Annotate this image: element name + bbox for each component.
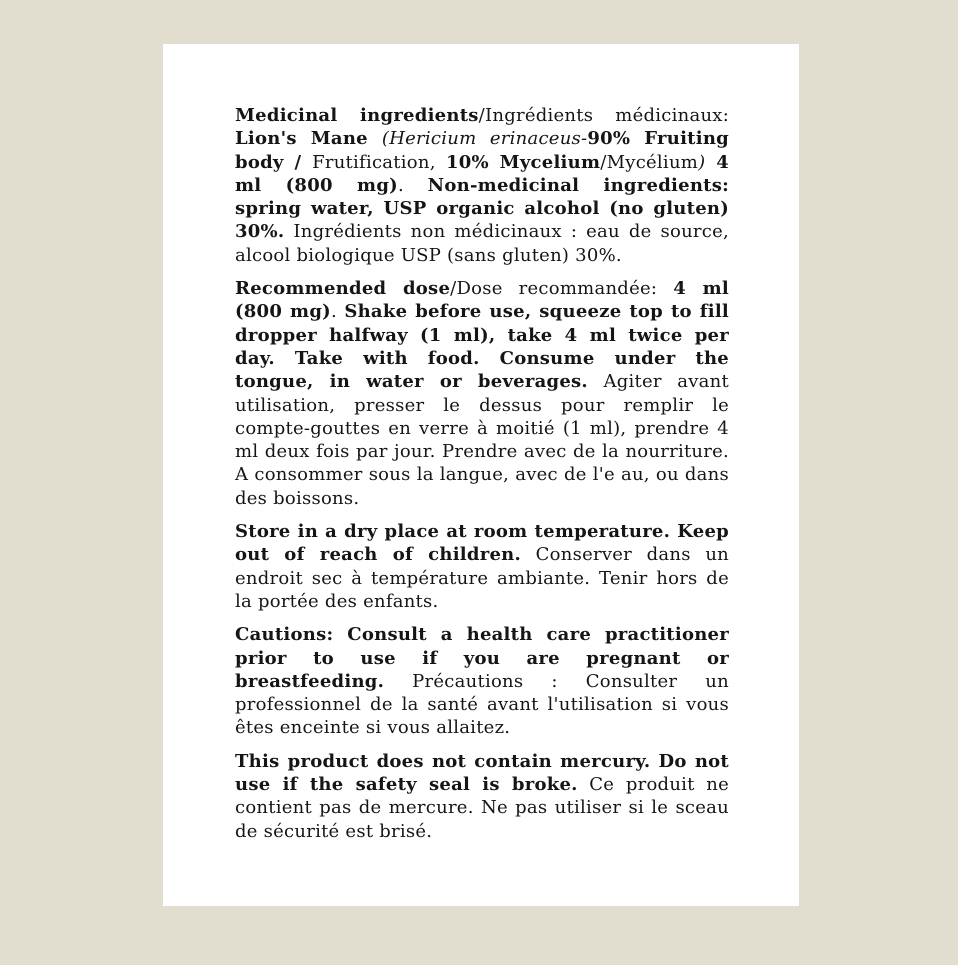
text-run-bold: Recommended dose (235, 278, 451, 300)
text-run-bold: Cautions: Consult a health care practitioner prior to use if you are pregnant or breastfeeding. (235, 624, 729, 692)
text-run-regular: Frutification, (312, 151, 446, 173)
label-text-block (235, 104, 729, 843)
text-run-bold: 90% Fruiting body / (235, 128, 729, 173)
text-run-regular: /Ingrédients médicinaux: (478, 105, 730, 126)
label-paragraph (235, 104, 729, 267)
label-paragraph (235, 750, 729, 843)
text-run-bold: Non-medicinal ingredients: spring water, USP organic alcohol (no gluten) 30%. (235, 174, 730, 243)
label-card (163, 44, 799, 906)
label-paragraph (235, 277, 729, 510)
text-run-bold: Lion's Mane (235, 128, 382, 150)
text-run-bold: This product does not contain mercury. Do not use if the safety seal is broke. (235, 750, 729, 796)
text-run-bold: Shake before use, squeeze top to fill dropper halfway (1 ml), take 4 ml twice per day. Take with food. Consume under the tongue, in water or beverages. (235, 301, 729, 393)
text-run-italic: ) (698, 151, 706, 173)
text-run-bold: 4 ml (800 mg) (235, 278, 729, 323)
text-run-bold: Store in a dry place at room temperature. Keep out of reach of children. (235, 521, 729, 566)
text-run-regular: Ce produit ne contient pas de mercure. Ne pas utiliser si le sceau de sécurité est brisé. (235, 774, 730, 842)
text-run-regular: . (397, 174, 428, 196)
text-run-bold: 10% Mycelium (445, 151, 601, 173)
text-run-regular: Ingrédients non médicinaux : eau de source, alcool biologique USP (sans gluten) 30%. (235, 221, 729, 266)
text-run-regular: . (330, 301, 345, 323)
text-run-regular: /Mycélium (600, 151, 699, 173)
text-run-regular: Conserver dans un endroit sec à température ambiante. Tenir hors de la portée des enfants. (235, 544, 730, 612)
label-paragraph (235, 520, 729, 613)
text-run-bold: Medicinal ingredients (235, 105, 479, 126)
label-paragraph (235, 623, 729, 739)
text-run-regular: Agiter avant utilisation, presser le dessus pour remplir le compte-gouttes en verre à moitié (1 ml), prendre 4 ml deux fois par jour. Prendre avec de la nourriture. A consommer sous la langue, avec de l'e au, ou dans des boissons. (235, 371, 729, 509)
text-run-regular: /Dose recommandée: (450, 278, 674, 300)
text-run-italic: (Hericium erinaceus- (381, 128, 588, 150)
text-run-regular: Précautions : Consulter un professionnel de la santé avant l'utilisation si vous êtes enceinte si vous allaitez. (235, 670, 729, 739)
text-run-bold: 4 ml (800 mg) (235, 151, 729, 196)
